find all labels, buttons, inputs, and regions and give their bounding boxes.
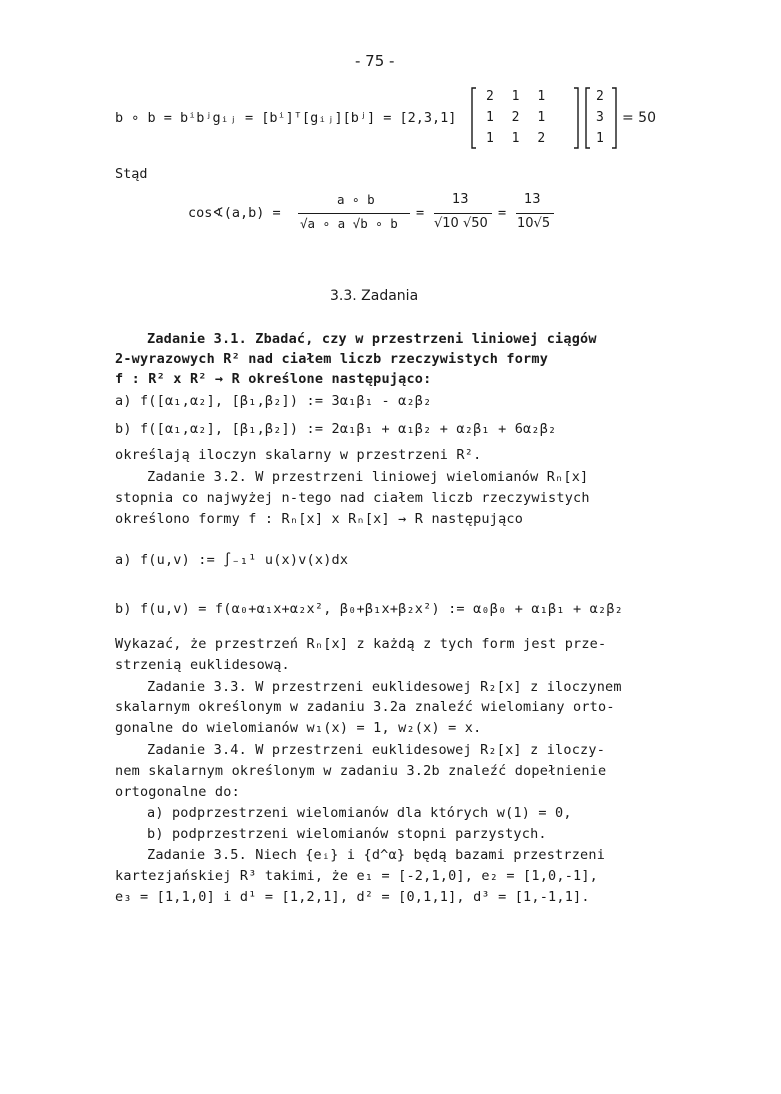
text-line-6: określają iloczyn skalarny w przestrzeni R². xyxy=(115,447,482,463)
equals-1: = xyxy=(416,205,425,221)
text-line-11: b) f(u,v) = f(α₀+α₁x+α₂x², β₀+β₁x+β₂x²) := α₀β₀ + α₁β₁ + α₂β₂ xyxy=(115,601,623,617)
text-line-5: b) f([α₁,α₂], [β₁,β₂]) := 2α₁β₁ + α₁β₂ + α₂β₁ + 6α₂β₂ xyxy=(115,421,557,437)
text-line-4: a) f([α₁,α₂], [β₁,β₂]) := 3α₁β₁ - α₂β₂ xyxy=(115,393,432,409)
matrix-row-2: 1 2 1 xyxy=(486,110,546,125)
text-line-17: Zadanie 3.4. W przestrzeni euklidesowej R₂[x] z iloczy- xyxy=(147,742,606,758)
text-line-15: skalarnym określonym w zadaniu 3.2a znaleźć wielomiany orto- xyxy=(115,699,615,715)
text-line-10: a) f(u,v) := ∫₋₁¹ u(x)v(x)dx xyxy=(115,552,349,568)
text-line-24: e₃ = [1,1,0] i d¹ = [1,2,1], d² = [0,1,1], d³ = [1,-1,1]. xyxy=(115,889,590,905)
vector-1: 2 xyxy=(596,89,604,104)
text-line-13: strzenią euklidesową. xyxy=(115,657,290,673)
vector-2: 3 xyxy=(596,110,604,125)
text-line-3: f : R² x R² → R określone następująco: xyxy=(115,371,432,387)
matrix-row-1: 2 1 1 xyxy=(486,89,546,104)
frac2-num: 13 xyxy=(452,192,469,207)
frac2-den: √10 √50 xyxy=(434,216,488,231)
text-line-12: Wykazać, że przestrzeń Rₙ[x] z każdą z tych form jest prze- xyxy=(115,636,607,652)
cos-lhs: cos∢(a,b) = xyxy=(188,205,281,221)
text-line-18: nem skalarnym określonym w zadaniu 3.2b znaleźć dopełnienie xyxy=(115,763,607,779)
text-line-21: b) podprzestrzeni wielomianów stopni parzystych. xyxy=(147,826,547,842)
vector-3: 1 xyxy=(596,131,604,146)
text-line-2: 2-wyrazowych R² nad ciałem liczb rzeczywistych formy xyxy=(115,351,549,367)
frac1-num: a ∘ b xyxy=(337,192,375,207)
text-line-14: Zadanie 3.3. W przestrzeni euklidesowej R₂[x] z iloczynem xyxy=(147,679,622,695)
text-line-7: Zadanie 3.2. W przestrzeni liniowej wielomianów Rₙ[x] xyxy=(147,469,589,485)
text-line-19: ortogonalne do: xyxy=(115,784,240,800)
stad-label: Stąd xyxy=(115,166,148,182)
text-line-16: gonalne do wielomianów w₁(x) = 1, w₂(x) = x. xyxy=(115,720,482,736)
equation-lhs: b ∘ b = bⁱbʲgᵢⱼ = [bⁱ]ᵀ[gᵢⱼ][bʲ] = [2,3,1] xyxy=(115,110,457,126)
text-line-22: Zadanie 3.5. Niech {eᵢ} i {d^α} będą bazami przestrzeni xyxy=(147,847,606,863)
section-title: 3.3. Zadania xyxy=(330,288,419,304)
frac3-den: 10√5 xyxy=(517,216,551,231)
frac1-den: √a ∘ a √b ∘ b xyxy=(300,216,398,231)
text-line-9: określono formy f : Rₙ[x] x Rₙ[x] → R następująco xyxy=(115,511,524,527)
text-line-1: Zadanie 3.1. Zbadać, czy w przestrzeni liniowej ciągów xyxy=(147,331,597,347)
frac1-bar xyxy=(298,213,410,214)
equation-result: = 50 xyxy=(622,110,656,126)
frac2-bar xyxy=(434,213,492,214)
equals-2: = xyxy=(498,205,507,221)
text-line-8: stopnia co najwyżej n-tego nad ciałem liczb rzeczywistych xyxy=(115,490,590,506)
frac3-num: 13 xyxy=(524,192,541,207)
page-number: - 75 - xyxy=(355,52,395,70)
matrix-row-3: 1 1 2 xyxy=(486,131,546,146)
text-line-20: a) podprzestrzeni wielomianów dla których w(1) = 0, xyxy=(147,805,572,821)
text-line-23: kartezjańskiej R³ takimi, że e₁ = [-2,1,0], e₂ = [1,0,-1], xyxy=(115,868,599,884)
frac3-bar xyxy=(516,213,554,214)
